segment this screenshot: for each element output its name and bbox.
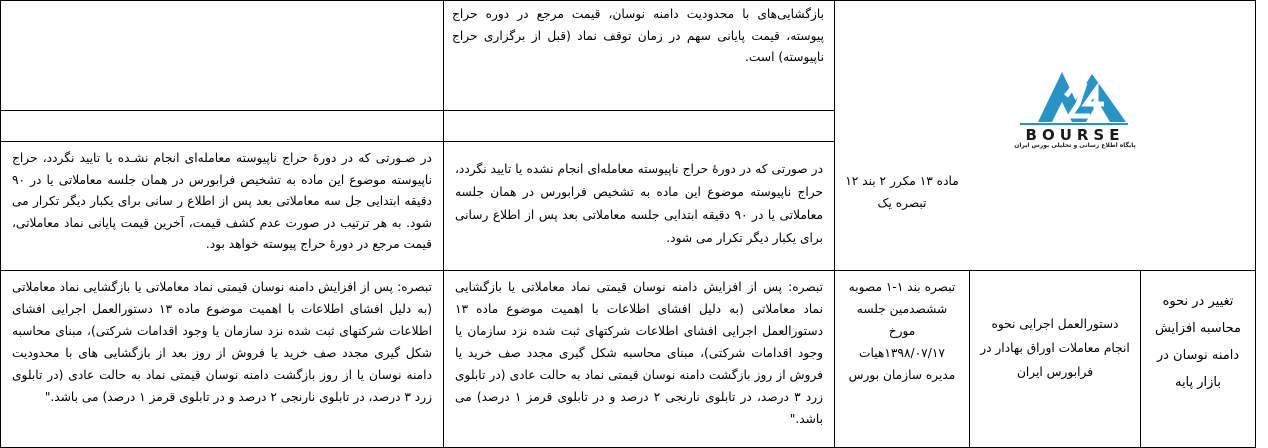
regulation-name: دستورالعمل اجرایی نحوه انجام معاملات اوراق بهادار در فرابورس ایران — [980, 317, 1130, 379]
row-divider — [0, 270, 1256, 271]
row-divider — [0, 141, 835, 142]
top-text: بازگشایی‌های با محدودیت دامنه نوسان، قیمت مرجع در دوره حراج پیوسته، قیمت پایانی سهم در زمان توقف نماد (قبل از برگزاری حراج ناپیوسته) است. — [452, 7, 824, 64]
new-text: تبصره: پس از افزایش دامنه نوسان قیمتی نماد معاملاتی یا بازگشایی نماد معاملاتی (به دلیل افشای اطلاعات با اهمیت موضوع ماده ۱۳ دستورالعمل اجرایی افشای اطلاعات شرکتهای ثبت شده نزد سازمان یا وجود اقدامات شرکتی)، مبنای محاسبه شکل گیری مجدد صف خرید یا فروش از روز بعد از بازگشایی های با محدودیت دامنه نوسان یا از روز بازگشت دامنه نوسان قیمتی نماد به حالت عادی (در تابلوی زرد ۳ درصد، در تابلوی نارنجی ۲ درصد و در تابلوی قرمز ۱ درصد) می باشد." — [12, 280, 433, 404]
table-border-top — [0, 0, 1256, 1]
article-ref: ماده ۱۳ مکرر ۲ بند ۱۲ تبصره یک — [845, 174, 959, 210]
old-text: تبصره: پس از افزایش دامنه نوسان قیمتی نماد معاملاتی یا بازگشایی نماد معاملاتی (به دلیل افشای اطلاعات با اهمیت موضوع ماده ۱۳ دستورالعمل اجرایی افشای اطلاعات شرکتهای ثبت شده نزد سازمان یا وجود اقدامات شرکتی)، مبنای محاسبه شکل گیری مجدد صف خرید یا فروش از روز بازگشت دامنه نوسان قیمتی نماد به حالت عادی (در تابلوی زرد ۳ درصد، در تابلوی نارنجی ۲ درصد و در تابلوی قرمز ۱ درصد) می باشد." — [455, 280, 823, 426]
old-text: در صورتی که در دورهٔ حراج ناپیوسته معامله‌ای انجام نشده یا تایید نگردد، حراج ناپیوسته موضوع این ماده به تشخیص فرابورس در همان جلسه معاملاتی یا در ۹۰ دقیقه ابتدایی جلسه معاملاتی بعد پس از اطلاع رسانی برای یکبار دیگر تکرار می شود. — [455, 162, 823, 245]
new-text-cell — [4, 148, 440, 256]
new-text: در صـورتی که در دورهٔ حراج ناپیوسته معامله‌ای انجام نشـده یا تایید نگردد، حراج ناپیوسته موضوع این ماده به تشخیص فرابورس در همان جلسه معاملاتی یا در ۹۰ دقیقه ابتدایی جل سه معاملاتی بعد پس از اطلاع ر سانی برای یکبار دیگر تکرار می شود. به هر ترتیب در صورت عدم کشف قیمت، آخرین قیمت پایانی نماد معاملاتی، قیمت مرجع در دورهٔ حراج پیوسته خواهد بود. — [12, 151, 432, 251]
column-divider — [443, 0, 444, 448]
column-divider — [834, 0, 835, 448]
article-cell — [838, 276, 966, 386]
regulation-cell — [972, 312, 1138, 384]
row-divider — [0, 110, 835, 111]
topic-cell — [1143, 288, 1253, 396]
table-border-right — [1255, 0, 1256, 448]
top-text-cell — [446, 4, 830, 69]
logo-brand: BOURSE — [1025, 126, 1125, 144]
column-divider — [1140, 270, 1141, 448]
old-text-cell — [449, 158, 829, 250]
new-text-cell — [4, 276, 440, 408]
column-divider — [969, 270, 970, 448]
article-ref: تبصره بند ۱-۱ مصوبه ششصدمین جلسه مورخ ۱۳۹۸/۰۷/۱۷هیات مدیره سازمان بورس — [848, 280, 956, 382]
topic: تغییر در نحوه محاسبه افزایش دامنه نوسان در بازار پایه — [1154, 294, 1242, 390]
bourse-24-logo-icon — [1000, 64, 1148, 164]
article-cell — [838, 170, 966, 214]
logo-tagline: پایگاه اطلاع رسانی و تحلیلی بورس ایران — [1014, 142, 1136, 149]
old-text-cell — [449, 276, 829, 430]
table-border-left — [0, 0, 1, 448]
